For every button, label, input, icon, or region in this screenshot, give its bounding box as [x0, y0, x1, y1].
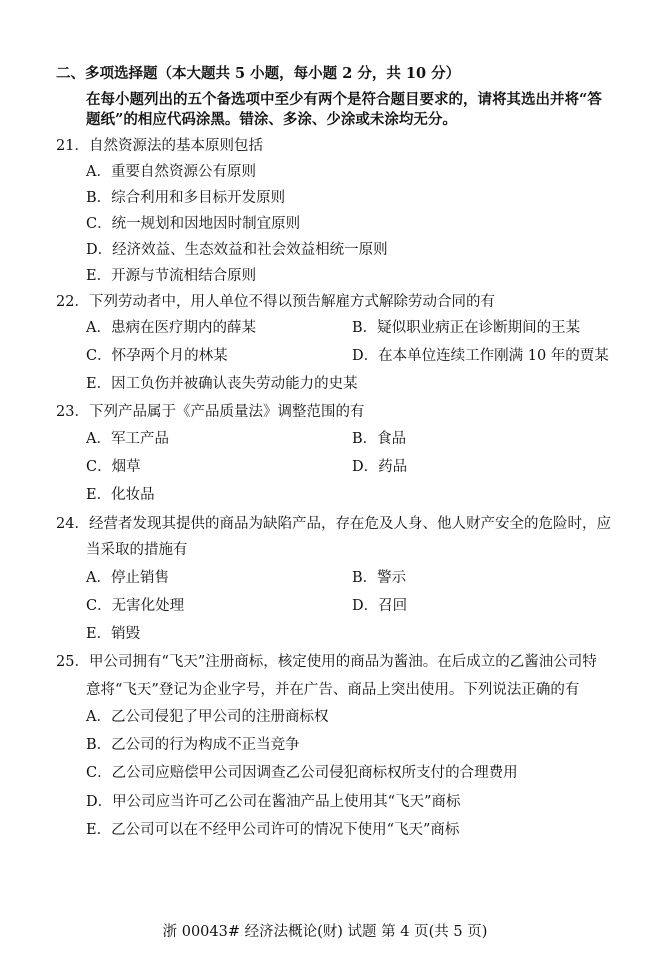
question-24-option-b: B．警示 — [352, 570, 407, 586]
question-24-option-a: A．停止销售 — [86, 570, 169, 586]
question-24-stem-line1: 24．经营者发现其提供的商品为缺陷产品，存在危及人身、他人财产安全的危险时，应 — [56, 516, 611, 532]
section-title: 二、多项选择题（本大题共 5 小题，每小题 2 分，共 10 分） — [56, 65, 461, 82]
question-25-stem-line1: 25．甲公司拥有“飞天”注册商标，核定使用的商品为酱油。在后成立的乙酱油公司特 — [56, 654, 597, 670]
page-footer: 浙 00043# 经济法概论(财) 试题 第 4 页(共 5 页) — [162, 924, 488, 940]
question-23-option-a: A．军工产品 — [86, 431, 169, 447]
question-21-option-a: A．重要自然资源公有原则 — [86, 164, 256, 180]
question-21-stem: 21．自然资源法的基本原则包括 — [56, 138, 263, 154]
question-22-option-d: D．在本单位连续工作刚满 10 年的贾某 — [352, 348, 609, 364]
question-24-option-e: E．销毁 — [86, 626, 141, 642]
question-25-option-e: E．乙公司可以在不经甲公司许可的情况下使用“飞天”商标 — [86, 822, 460, 838]
question-24-option-d: D．召回 — [352, 598, 408, 614]
question-25-option-b: B．乙公司的行为构成不正当竞争 — [86, 737, 300, 753]
question-24-stem-line2: 当采取的措施有 — [86, 542, 188, 558]
question-25-option-c: C．乙公司应赔偿甲公司因调查乙公司侵犯商标权所支付的合理费用 — [86, 765, 518, 781]
question-21-option-e: E．开源与节流相结合原则 — [86, 268, 257, 284]
question-23-option-c: C．烟草 — [86, 459, 141, 475]
question-25-option-d: D．甲公司应当许可乙公司在酱油产品上使用其“飞天”商标 — [86, 794, 461, 810]
question-22-option-b: B．疑似职业病正在诊断期间的王某 — [352, 320, 581, 336]
question-21-option-c: C．统一规划和因地因时制宜原则 — [86, 216, 301, 232]
question-25-option-a: A．乙公司侵犯了甲公司的注册商标权 — [86, 709, 329, 725]
question-21-option-d: D．经济效益、生态效益和社会效益相统一原则 — [86, 242, 388, 258]
question-23-option-e: E．化妆品 — [86, 487, 155, 503]
question-23-option-b: B．食品 — [352, 431, 407, 447]
question-22-option-e: E．因工负伤并被确认丧失劳动能力的史某 — [86, 376, 358, 392]
section-instructions-line2: 题纸”的相应代码涂黑。错涂、多涂、少涂或未涂均无分。 — [86, 111, 457, 128]
question-23-option-d: D．药品 — [352, 459, 408, 475]
question-23-stem: 23．下列产品属于《产品质量法》调整范围的有 — [56, 404, 365, 420]
question-22-option-a: A．患病在医疗期内的薛某 — [86, 320, 256, 336]
question-22-stem: 22．下列劳动者中，用人单位不得以预告解雇方式解除劳动合同的有 — [56, 294, 495, 310]
section-instructions-line1: 在每小题列出的五个备选项中至少有两个是符合题目要求的，请将其选出并将“答 — [86, 91, 602, 108]
question-25-stem-line2: 意将“飞天”登记为企业字号，并在广告、商品上突出使用。下列说法正确的有 — [86, 682, 580, 698]
question-21-option-b: B．综合利用和多目标开发原则 — [86, 190, 286, 206]
question-22-option-c: C．怀孕两个月的林某 — [86, 348, 228, 364]
question-24-option-c: C．无害化处理 — [86, 598, 185, 614]
